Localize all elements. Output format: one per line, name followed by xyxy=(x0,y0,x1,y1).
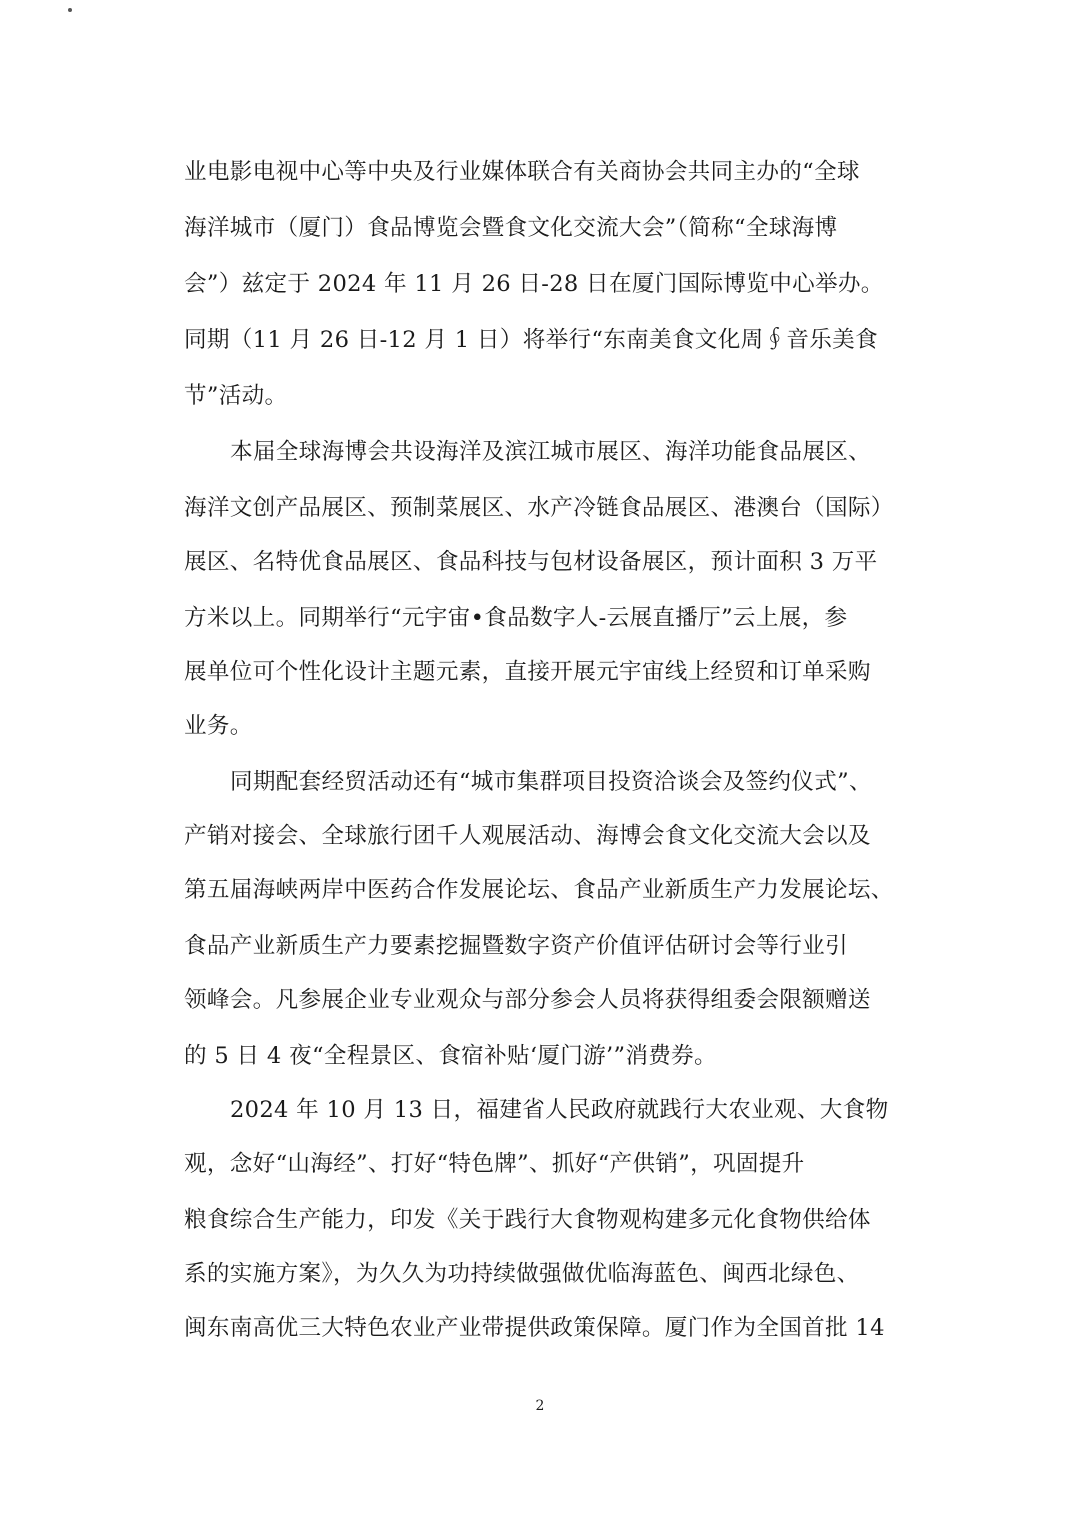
paragraph-4-line-3: 粮食综合生产能力，印发《关于践行大食物观构建多元化食物供给体 xyxy=(184,1207,871,1233)
paragraph-2-line-1: 本届全球海博会共设海洋及滨江城市展区、海洋功能食品展区、 xyxy=(230,439,872,465)
scan-artifact-dot xyxy=(68,8,72,12)
paragraph-3-line-2: 产销对接会、全球旅行团千人观展活动、海博会食文化交流大会以及 xyxy=(184,823,871,849)
paragraph-4-line-5: 闽东南高优三大特色农业产业带提供政策保障。厦门作为全国首批 14 xyxy=(184,1315,885,1341)
paragraph-1-line-1: 业电影电视中心等中央及行业媒体联合有关商协会共同主办的“全球 xyxy=(184,159,860,185)
paragraph-1-line-3: 会”）兹定于 2024 年 11 月 26 日-28 日在厦门国际博览中心举办。 xyxy=(184,271,884,297)
paragraph-2-line-4: 方米以上。同期举行“元宇宙•食品数字人-云展直播厅”云上展，参 xyxy=(184,605,848,631)
paragraph-2-line-6: 业务。 xyxy=(184,713,253,739)
paragraph-4-line-4: 系的实施方案》，为久久为功持续做强做优临海蓝色、闽西北绿色、 xyxy=(184,1261,860,1287)
paragraph-3-line-3: 第五届海峡两岸中医药合作发展论坛、食品产业新质生产力发展论坛、 xyxy=(184,877,894,903)
paragraph-3-line-6: 的 5 日 4 夜“全程景区、食宿补贴‘厦门游’”消费券。 xyxy=(184,1043,717,1069)
page-number: 2 xyxy=(535,1398,545,1414)
paragraph-2-line-5: 展单位可个性化设计主题元素，直接开展元宇宙线上经贸和订单采购 xyxy=(184,659,871,685)
paragraph-1-line-5: 节”活动。 xyxy=(184,383,288,409)
paragraph-1-line-2: 海洋城市（厦门）食品博览会暨食文化交流大会”（简称“全球海博 xyxy=(184,215,838,241)
paragraph-4-line-1: 2024 年 10 月 13 日，福建省人民政府就践行大农业观、大食物 xyxy=(230,1097,889,1123)
paragraph-2-line-3: 展区、名特优食品展区、食品科技与包材设备展区，预计面积 3 万平 xyxy=(184,549,878,575)
paragraph-3-line-4: 食品产业新质生产力要素挖掘暨数字资产价值评估研讨会等行业引 xyxy=(184,933,848,959)
paragraph-3-line-5: 领峰会。凡参展企业专业观众与部分参会人员将获得组委会限额赠送 xyxy=(184,987,871,1013)
paragraph-3-line-1: 同期配套经贸活动还有“城市集群项目投资洽谈会及签约仪式”、 xyxy=(230,769,872,795)
paragraph-1-line-4: 同期（11 月 26 日-12 月 1 日）将举行“东南美食文化周∮音乐美食 xyxy=(184,327,878,353)
paragraph-2-line-2: 海洋文创产品展区、预制菜展区、水产冷链食品展区、港澳台（国际） xyxy=(184,495,894,521)
paragraph-4-line-2: 观，念好“山海经”、打好“特色牌”、抓好“产供销”，巩固提升 xyxy=(184,1151,805,1177)
